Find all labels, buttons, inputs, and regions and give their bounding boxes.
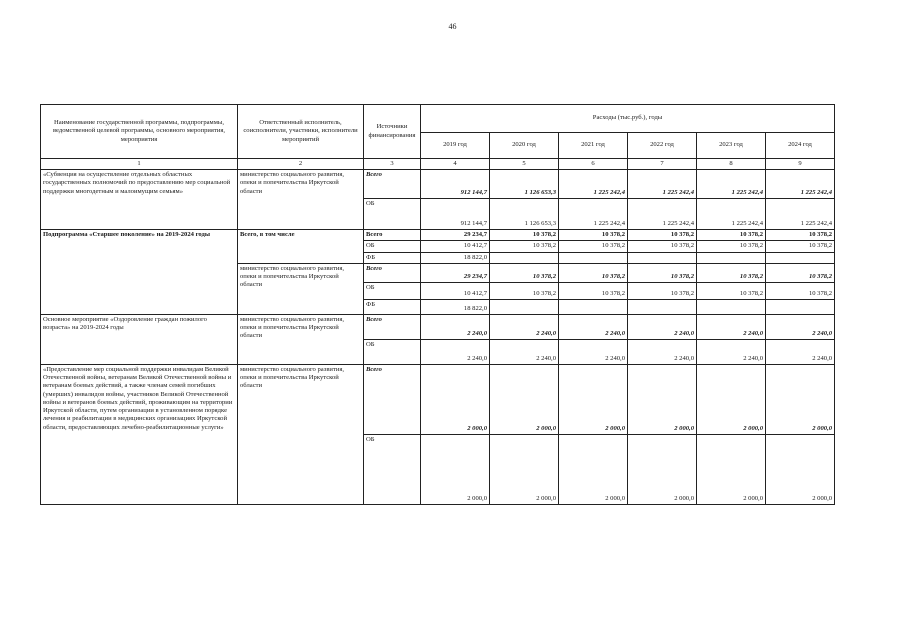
table-row [41,230,835,241]
source-label: ФБ [364,299,421,314]
value-cell: 10 378,2 [559,282,628,299]
veterans-name: «Предоставление мер социальной поддержки инвалидам Великой Отечественной войны, ветеранам Великой Отечественной войны и ветеранам боевых действий, а также членам семей погибших (умерших) инвалидов войны, участников Великой Отечественной войны и ветеранов боевых действий, проживающим на территории Иркутской области, путем организации в установленном порядке лечения и реабилитации в медицинских организациях Иркутской области, предоставляющих лечебно-реабилитационные услуги» [41,364,238,504]
value-cell: 10 378,2 [766,263,835,282]
health-executor: министерство социального развития, опеки и попечительства Иркутской области [238,314,364,364]
value-cell: 10 412,7 [421,282,490,299]
value-cell: 10 378,2 [766,282,835,299]
value-cell: 18 822,0 [421,299,490,314]
header-name: Наименование государственной программы, подпрограммы, ведомственной целевой программы, основного мероприятия, мероприятия [41,105,238,159]
empty-cell [766,252,835,263]
empty-cell [490,252,559,263]
value-cell: 2 000,0 [490,434,559,504]
value-cell: 2 240,0 [628,339,697,364]
value-cell: 10 378,2 [559,263,628,282]
value-cell: 1 225 242,4 [697,199,766,230]
value-cell: 10 412,7 [421,241,490,252]
empty-cell [697,299,766,314]
table-row [41,314,835,339]
value-cell: 1 225 242,4 [697,170,766,199]
empty-cell [490,299,559,314]
empty-cell [697,252,766,263]
value-cell: 2 240,0 [559,314,628,339]
value-cell: 2 240,0 [490,339,559,364]
value-cell: 18 822,0 [421,252,490,263]
column-number: 2 [238,159,364,170]
value-cell: 2 000,0 [628,364,697,434]
column-numbers-row [41,159,835,170]
value-cell: 10 378,2 [490,230,559,241]
value-cell: 2 240,0 [559,339,628,364]
value-cell: 1 225 242,4 [766,199,835,230]
value-cell: 10 378,2 [697,241,766,252]
header-year: 2019 год [421,133,490,159]
value-cell: 10 378,2 [490,282,559,299]
value-cell: 2 240,0 [421,314,490,339]
subprogram-executor-ministry: министерство социального развития, опеки и попечительства Иркутской области [238,263,364,314]
header-expenses: Расходы (тыс.руб.), годы [421,105,835,133]
value-cell: 912 144,7 [421,199,490,230]
subprogram-executor-all: Всего, в том числе [238,230,364,264]
value-cell: 10 378,2 [697,230,766,241]
value-cell: 2 000,0 [628,434,697,504]
header-year: 2024 год [766,133,835,159]
value-cell: 10 378,2 [628,230,697,241]
table-row [41,364,835,434]
value-cell: 2 000,0 [697,364,766,434]
value-cell: 1 225 242,4 [559,199,628,230]
value-cell: 2 000,0 [559,434,628,504]
veterans-executor: министерство социального развития, опеки и попечительства Иркутской области [238,364,364,504]
subprogram-name: Подпрограмма «Старшее поколение» на 2019-2024 годы [41,230,238,315]
value-cell: 2 240,0 [628,314,697,339]
health-name: Основное мероприятие «Оздоровление граждан пожилого возраста» на 2019-2024 годы [41,314,238,364]
source-label: ОБ [364,241,421,252]
value-cell: 29 234,7 [421,263,490,282]
value-cell: 2 000,0 [559,364,628,434]
value-cell: 2 000,0 [421,434,490,504]
page-number: 46 [448,22,457,31]
column-number: 1 [41,159,238,170]
source-label: Всего [364,364,421,434]
value-cell: 2 000,0 [766,434,835,504]
source-label: ОБ [364,339,421,364]
value-cell: 2 240,0 [697,314,766,339]
subsidy-name: «Субвенция на осуществление отдельных областных государственных полномочий по предоставлению мер социальной поддержки многодетным и малоимущим семьям» [41,170,238,230]
empty-cell [628,299,697,314]
value-cell: 1 126 653,3 [490,199,559,230]
value-cell: 2 240,0 [490,314,559,339]
value-cell: 2 240,0 [766,314,835,339]
value-cell: 29 234,7 [421,230,490,241]
source-label: Всего [364,170,421,199]
source-label: Всего [364,314,421,339]
budget-table [40,104,835,505]
header-source: Источники финансирования [364,105,421,159]
header-year: 2023 год [697,133,766,159]
empty-cell [628,252,697,263]
source-label: ОБ [364,199,421,230]
value-cell: 1 225 242,4 [628,170,697,199]
column-number: 6 [559,159,628,170]
source-label: Всего [364,230,421,241]
value-cell: 10 378,2 [490,241,559,252]
source-label: ОБ [364,434,421,504]
column-number: 3 [364,159,421,170]
value-cell: 1 225 242,4 [766,170,835,199]
value-cell: 2 000,0 [490,364,559,434]
table-row [41,170,835,199]
column-number: 9 [766,159,835,170]
source-label: ОБ [364,282,421,299]
value-cell: 1 126 653,3 [490,170,559,199]
value-cell: 10 378,2 [559,241,628,252]
value-cell: 10 378,2 [628,282,697,299]
value-cell: 2 000,0 [766,364,835,434]
value-cell: 2 240,0 [697,339,766,364]
header-year: 2021 год [559,133,628,159]
source-label: Всего [364,263,421,282]
value-cell: 912 144,7 [421,170,490,199]
empty-cell [559,252,628,263]
value-cell: 2 000,0 [697,434,766,504]
value-cell: 10 378,2 [628,263,697,282]
source-label: ФБ [364,252,421,263]
column-number: 7 [628,159,697,170]
value-cell: 10 378,2 [697,263,766,282]
header-year: 2020 год [490,133,559,159]
value-cell: 10 378,2 [559,230,628,241]
empty-cell [559,299,628,314]
empty-cell [766,299,835,314]
column-number: 4 [421,159,490,170]
value-cell: 2 000,0 [421,364,490,434]
value-cell: 10 378,2 [490,263,559,282]
subsidy-executor: министерство социального развития, опеки и попечительства Иркутской области [238,170,364,230]
header-executor: Ответственный исполнитель, соисполнители, участники, исполнители мероприятий [238,105,364,159]
value-cell: 1 225 242,4 [628,199,697,230]
value-cell: 1 225 242,4 [559,170,628,199]
header-year: 2022 год [628,133,697,159]
column-number: 8 [697,159,766,170]
value-cell: 2 240,0 [766,339,835,364]
value-cell: 10 378,2 [766,241,835,252]
value-cell: 2 240,0 [421,339,490,364]
value-cell: 10 378,2 [628,241,697,252]
column-number: 5 [490,159,559,170]
value-cell: 10 378,2 [766,230,835,241]
value-cell: 10 378,2 [697,282,766,299]
